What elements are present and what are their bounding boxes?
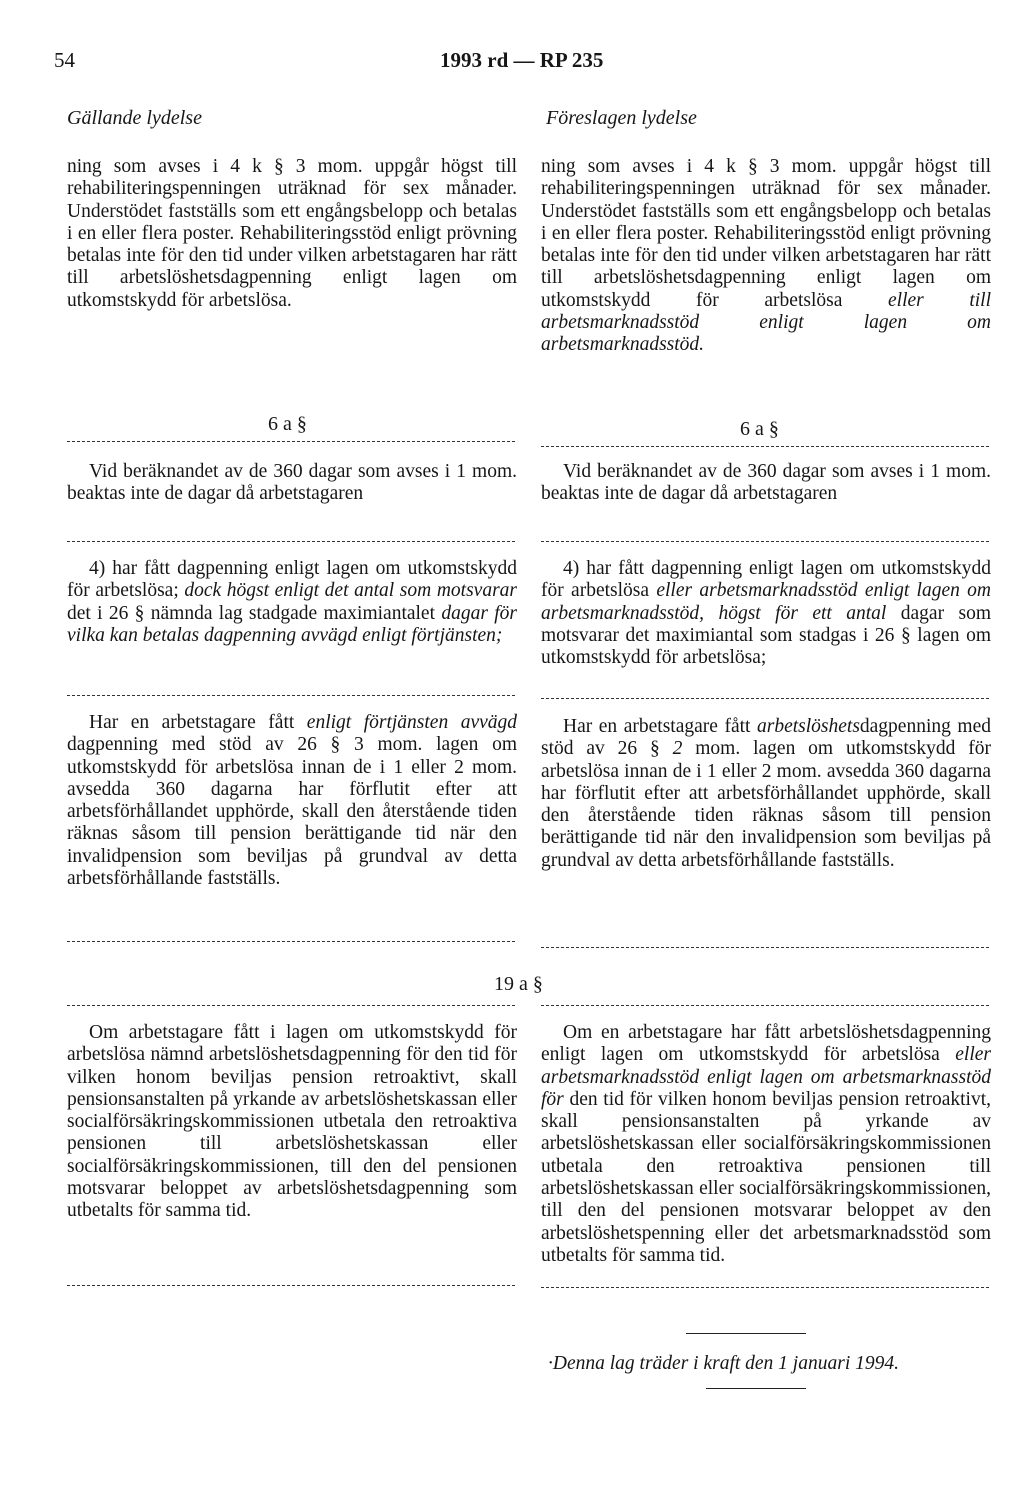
left-paragraph-2: Vid beräknandet av de 360 dagar som avses i 1 mom. beaktas inte de dagar då arbetstagaren [67,461,517,505]
right-omission-line [541,947,989,948]
left-omission-line [67,695,515,696]
left-paragraph-3: 4) har fått dagpenning enligt lagen om utkomstskydd för arbetslösa; dock högst enligt det antal som motsvarar det i 26 § nämnda lag stadgade maximiantalet dagar för vilka kan betalas dagpenning avvägd enligt förtjänsten; [67,558,518,646]
right-omission-line [541,1287,989,1288]
left-column-heading: Gällande lydelse [67,107,202,129]
footnote-rule-bottom [706,1388,806,1389]
right-omission-line [541,541,989,542]
left-omission-line [67,1005,515,1006]
right-paragraph-1: ning som avses i 4 k § 3 mom. uppgår högst till rehabiliteringspenningen uträknad för sex månader. Understödet fastställs som ett engångsbelopp och betalas i en eller flera poster. Rehabiliteringsstöd enligt prövning betalas inte för den tid under vilken arbetstagaren har rätt till arbetslöshetsdagpenning enligt lagen om utkomstskydd för arbetslösa eller till arbetsmarknadsstöd enligt lagen om arbetsmarknadsstöd. [541,156,992,356]
right-omission-line [541,446,989,447]
left-paragraph-5: Om arbetstagare fått i lagen om utkomstskydd för arbetslösa nämnd arbetslöshetsdagpenning för den tid för vilken honom beviljas pension retroaktivt, skall pensionsanstalten på yrkande av arbetslöshetskassan eller socialförsäkringskommissionen utbetala den retroaktiva pensionen till arbetslöshetskassan eller socialförsäkringskommissionen, till den del pensionen motsvarar beloppet av arbetslöshetsdagpenning som utbetalts för samma tid. [67,1022,517,1222]
right-column-heading: Föreslagen lydelse [546,107,697,129]
left-paragraph-1: ning som avses i 4 k § 3 mom. uppgår högst till rehabiliteringspenningen uträknad för sex månader. Understödet fastställs som ett engångsbelopp och betalas i en eller flera poster. Rehabiliteringsstöd enligt prövning betalas inte för den tid under vilken arbetstagaren har rätt till arbetslöshetsdagpenning enligt lagen om utkomstskydd för arbetslösa. [67,156,517,311]
right-paragraph-5: Om en arbetstagare har fått arbetslöshetsdagpenning enligt lagen om utkomstskydd för arbetslösa eller arbetsmarknadsstöd enligt lagen om arbetsmarknasstöd för den tid för vilken honom beviljas pension retroaktivt, skall pensionsanstalten på yrkande av arbetslöshetskassan eller socialförsäkringskommissionen utbetala den retroaktiva pensionen till arbetslöshetskassan eller socialförsäkringskommissionen, till den del pensionen motsvarar beloppet av den arbetslöshetspenning eller det arbetsmarknadsstöd som utbetalts för samma tid. [541,1022,992,1266]
page-number: 54 [54,48,75,72]
right-omission-line [541,698,989,699]
left-omission-line [67,441,515,442]
right-paragraph-3: 4) har fått dagpenning enligt lagen om utkomstskydd för arbetslösa eller arbetsmarknadsstöd enligt lagen om arbetsmarknadsstöd, högst för ett antal dagar som motsvarar det maximiantal som stadgas i 26 § lagen om utkomstskydd för arbetslösa; [541,558,992,669]
page-header-title: 1993 rd — RP 235 [440,48,604,72]
left-omission-line [67,541,515,542]
left-omission-line [67,941,515,942]
entry-into-force-note: ·Denna lag träder i kraft den 1 januari 1994. [548,1353,899,1374]
left-paragraph-4: Har en arbetstagare fått enligt förtjänsten avvägd dagpenning med stöd av 26 § 3 mom. lagen om utkomstskydd för arbetslösa innan de i 1 eller 2 mom. avsedda 360 dagarna har förflutit efter att arbetsförhållandet upphörde, skall den återstående tiden räknas såsom till pension berättigande tid när den invalidpension som beviljas på grundval av detta arbetsförhållande fastställs. [67,712,518,890]
right-section-6a-heading: 6 a § [740,418,779,440]
left-omission-line [67,1285,515,1286]
left-section-6a-heading: 6 a § [268,413,307,435]
right-omission-line [541,1005,989,1006]
right-paragraph-4: Har en arbetstagare fått arbetslöshetsdagpenning med stöd av 26 § 2 mom. lagen om utkomstskydd för arbetslösa innan de i 1 eller 2 mom. avsedda 360 dagarna har förflutit efter att arbetsförhållandet upphörde, skall den återstående tiden räknas såsom till pension berättigande tid när den invalidpension som beviljas på grundval av detta arbetsförhållande fastställs. [541,716,992,871]
right-paragraph-2: Vid beräknandet av de 360 dagar som avses i 1 mom. beaktas inte de dagar då arbetstagaren [541,461,991,505]
section-19a-heading: 19 a § [494,973,543,995]
footnote-rule-top [686,1333,806,1334]
